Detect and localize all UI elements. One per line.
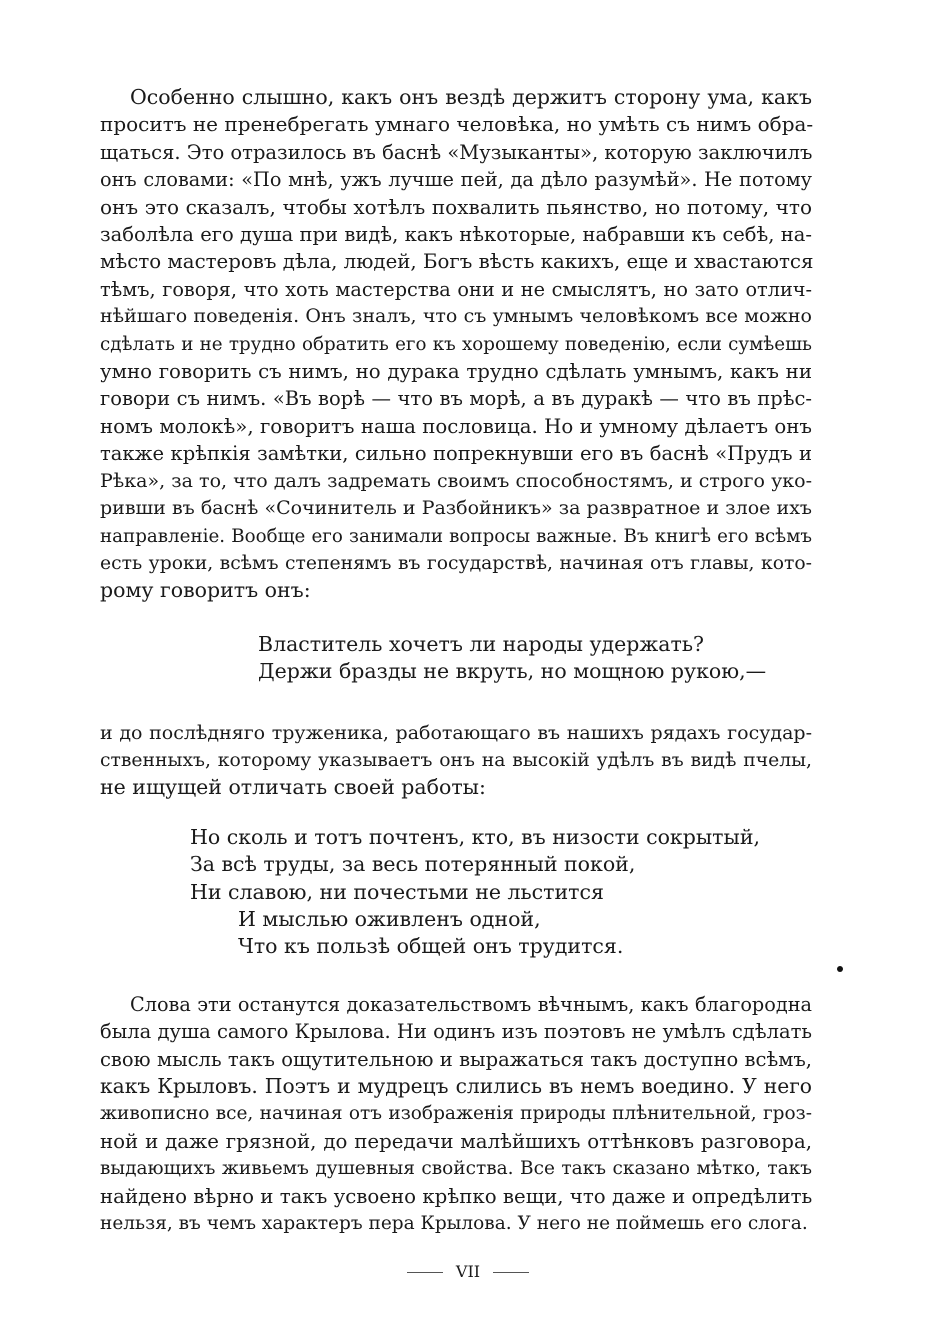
verse-quote-2 bbox=[190, 824, 812, 961]
text-line: живописно все, начиная отъ изображенія природы плѣнительной, гроз- bbox=[100, 1103, 812, 1125]
text-line: нельзя, въ чемъ характеръ пера Крылова. У него не поймешь его слога. bbox=[100, 1213, 808, 1235]
text-line: также крѣпкія замѣтки, сильно попрекнувши его въ баснѣ «Прудъ и bbox=[100, 442, 812, 466]
verse-line: Что къ пользѣ общей онъ трудится. bbox=[238, 934, 624, 959]
text-line: номъ молокѣ», говоритъ наша пословица. Но и умному дѣлаетъ онъ bbox=[100, 414, 812, 438]
text-line: ной и даже грязной, до передачи малѣйшихъ оттѣнковъ разговора, bbox=[100, 1129, 812, 1153]
text-line: есть уроки, всѣмъ степенямъ въ государствѣ, начиная отъ главы, кото- bbox=[100, 552, 812, 574]
text-line: Рѣка», за то, что далъ задремать своимъ способностямъ, и строго уко- bbox=[100, 469, 812, 492]
footer-rule-left bbox=[407, 1272, 443, 1273]
text-line: Слова эти останутся доказательствомъ вѣчнымъ, какъ благородна bbox=[130, 992, 812, 1016]
text-line: какъ Крыловъ. Поэтъ и мудрецъ слились въ немъ воедино. У него bbox=[100, 1074, 812, 1098]
verse-line: Но сколь и тотъ почтенъ, кто, въ низости сокрытый, bbox=[190, 824, 760, 849]
paragraph-1 bbox=[100, 84, 812, 605]
paragraph-2 bbox=[100, 720, 812, 802]
page-number: VII bbox=[455, 1262, 481, 1281]
text-line: рому говоритъ онъ: bbox=[100, 578, 311, 603]
text-line: проситъ не пренебрегать умнаго человѣка, но умѣть съ нимъ обра- bbox=[100, 112, 814, 137]
text-line: направленіе. Вообще его занимали вопросы важные. Въ книгѣ его всѣмъ bbox=[100, 525, 812, 547]
page-footer bbox=[0, 1262, 936, 1281]
text-line: свою мысль такъ ощутительною и выражаться такъ доступно всѣмъ, bbox=[100, 1047, 812, 1071]
text-line: найдено вѣрно и такъ усвоено крѣпко вещи, что даже и опредѣлить bbox=[100, 1184, 813, 1208]
text-line: умно говорить съ нимъ, но дурака трудно сдѣлать умнымъ, какъ ни bbox=[100, 360, 812, 384]
footer-rule-right bbox=[493, 1272, 529, 1273]
verse-line: И мыслью оживленъ одной, bbox=[238, 906, 541, 931]
text-line: была душа самого Крылова. Ни одинъ изъ поэтовъ не умѣлъ сдѣлать bbox=[100, 1020, 812, 1044]
text-line: говори съ нимъ. «Въ ворѣ — что въ морѣ, а въ дуракѣ — что въ прѣс- bbox=[100, 387, 812, 411]
text-line: выдающихъ живьемъ душевныя свойства. Все такъ сказано мѣтко, такъ bbox=[100, 1158, 812, 1180]
verse-quote-1 bbox=[258, 631, 812, 686]
text-line: онъ это сказалъ, чтобы хотѣлъ похвалить пьянство, но потому, что bbox=[100, 194, 812, 219]
text-line: онъ словами: «По мнѣ, ужъ лучше пей, да дѣло разумѣй». Не потому bbox=[100, 168, 812, 192]
text-line: и до послѣдняго труженика, работающаго въ нашихъ рядахъ государ- bbox=[100, 721, 812, 744]
text-line: сдѣлать и не трудно обратить его къ хорошему поведенію, если сумѣешь bbox=[100, 333, 812, 355]
paragraph-3 bbox=[100, 991, 812, 1238]
verse-line: Держи бразды не вкруть, но мощною рукою,— bbox=[258, 659, 767, 684]
text-line: заболѣла его душа при видѣ, какъ нѣкоторые, набравши къ себѣ, на- bbox=[100, 223, 812, 247]
text-line: ривши въ баснѣ «Сочинитель и Разбойникъ» за развратное и злое ихъ bbox=[100, 497, 812, 520]
verse-line: Ни славою, ни почестьми не льстится bbox=[190, 879, 604, 904]
text-line: ственныхъ, которому указываетъ онъ на высокій удѣлъ въ видѣ пчелы, bbox=[100, 749, 812, 771]
text-line: Особенно слышно, какъ онъ вездѣ держитъ сторону ума, какъ bbox=[130, 85, 812, 109]
text-line: нѣйшаго поведенія. Онъ зналъ, что съ умнымъ человѣкомъ все можно bbox=[100, 305, 812, 328]
text-line: щаться. Это отразилось въ баснѣ «Музыканты», которую заключилъ bbox=[100, 140, 813, 164]
verse-line: За всѣ труды, за весь потерянный покой, bbox=[190, 852, 636, 877]
page-body bbox=[100, 84, 812, 1237]
text-line: мѣсто мастеровъ дѣла, людей, Богъ вѣсть какихъ, еще и хвастаются bbox=[100, 250, 814, 274]
ink-spot bbox=[837, 966, 843, 972]
text-line: не ищущей отличать своей работы: bbox=[100, 775, 486, 800]
verse-line: Властитель хочетъ ли народы удержать? bbox=[258, 631, 704, 656]
text-line: тѣмъ, говоря, что хоть мастерства они и не смыслятъ, но зато отлич- bbox=[100, 277, 812, 301]
